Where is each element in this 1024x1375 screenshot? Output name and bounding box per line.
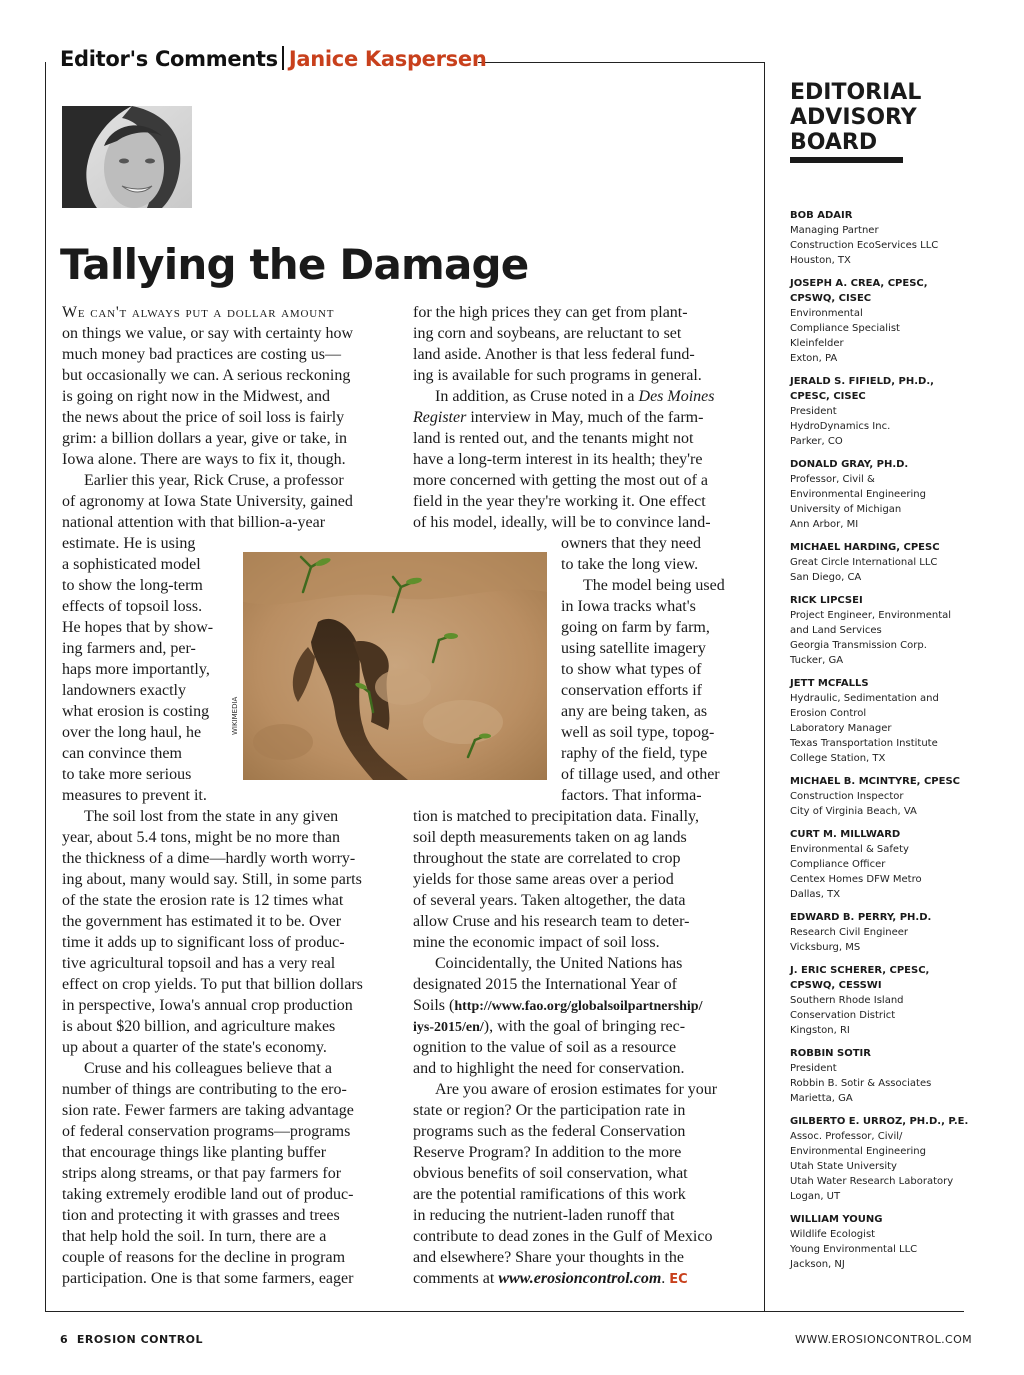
text-line: more concerned with getting the most out of a	[413, 472, 709, 489]
text-fragment: comments at	[413, 1270, 495, 1287]
text-line: in perspective, Iowa's annual crop production	[62, 997, 353, 1014]
member-detail: Robbin B. Sotir & Associates	[790, 1078, 932, 1089]
board-member	[790, 1114, 969, 1204]
text-line	[413, 386, 748, 407]
text-line	[413, 1016, 753, 1037]
text-line: soil depth measurements taken on ag lands	[413, 829, 687, 846]
text-line: measures to prevent it.	[62, 787, 207, 804]
board-member	[790, 593, 960, 668]
member-detail: Logan, UT	[790, 1191, 841, 1202]
member-detail: Research Civil Engineer	[790, 927, 908, 938]
member-detail: Professor, Civil &	[790, 474, 875, 485]
board-member	[790, 676, 960, 766]
text-line: raphy of the field, type	[561, 745, 708, 762]
member-detail: and Land Services	[790, 625, 882, 636]
text-line: comments at www.erosioncontrol.com. EC	[413, 1270, 688, 1287]
text-line: of agronomy at Iowa State University, gained	[62, 493, 353, 510]
footer-folio	[60, 1333, 203, 1346]
text-line: Earlier this year, Rick Cruse, a professor	[84, 472, 344, 489]
board-title-line: BOARD	[790, 130, 878, 155]
text-line: and to highlight the need for conservation.	[413, 1060, 685, 1077]
footer-rule	[45, 1311, 964, 1312]
member-name: WILLIAM YOUNG	[790, 1214, 883, 1225]
member-name-credentials: CPESC, CISEC	[790, 391, 866, 402]
member-detail: Environmental Engineering	[790, 489, 926, 500]
text-line: the government has estimated it to be. Over	[62, 913, 342, 930]
editorial-board-title	[790, 80, 921, 155]
member-detail: President	[790, 1063, 837, 1074]
text-line: tion is matched to precipitation data. Finally,	[413, 808, 700, 825]
text-line: The soil lost from the state in any given	[84, 808, 339, 825]
text-line: of the state the erosion rate is 12 times what	[62, 892, 344, 909]
board-title-rule	[790, 157, 903, 163]
text-line: The model being used	[583, 577, 725, 594]
text-line: grim: a billion dollars a year, give or take, in	[62, 430, 348, 447]
member-detail: Utah Water Research Laboratory	[790, 1176, 954, 1187]
text-fragment: ), with the goal of bringing rec-	[483, 1018, 686, 1035]
text-line: using satellite imagery	[561, 640, 706, 657]
text-line: ing is available for such programs in general.	[413, 367, 702, 384]
text-line	[413, 995, 753, 1016]
member-name: JETT MCFALLS	[790, 678, 869, 689]
section-label: Editor's Comments	[60, 47, 278, 71]
text-line: to show the long-term	[62, 577, 203, 594]
board-member	[790, 276, 960, 366]
member-detail: University of Michigan	[790, 504, 902, 515]
text-line: ing corn and soybeans, are reluctant to set	[413, 325, 682, 342]
member-detail: City of Virginia Beach, VA	[790, 806, 917, 817]
member-name: BOB ADAIR	[790, 210, 853, 221]
member-detail: Construction Inspector	[790, 791, 904, 802]
board-member	[790, 457, 960, 532]
text-line: to take the long view.	[561, 556, 699, 573]
member-detail: Vicksburg, MS	[790, 942, 861, 953]
text-line: year, about 5.4 tons, might be no more than	[62, 829, 340, 846]
text-line: much money bad practices are costing us—	[62, 346, 342, 363]
publication-name: Register	[413, 409, 467, 426]
text-line: well as soil type, topog-	[561, 724, 715, 741]
text-line: the thickness of a dime—hardly worth worry-	[62, 850, 356, 867]
text-line: on things we value, or say with certainty how	[62, 325, 354, 342]
text-line: designated 2015 the International Year of	[413, 976, 677, 993]
text-line: of several years. Taken altogether, the data	[413, 892, 686, 909]
text-line: allow Cruse and his research team to deter-	[413, 913, 690, 930]
member-detail: Kleinfelder	[790, 338, 844, 349]
member-detail: Environmental Engineering	[790, 1146, 926, 1157]
fao-link[interactable]: http://www.fao.org/globalsoilpartnership/	[454, 999, 703, 1014]
member-name: JOSEPH A. CREA, CPESC,	[790, 278, 928, 289]
member-detail: Marietta, GA	[790, 1093, 853, 1104]
board-title-line: EDITORIAL	[790, 80, 922, 105]
text-line: of federal conservation programs—programs	[62, 1123, 351, 1140]
member-detail: Kingston, RI	[790, 1025, 850, 1036]
text-line: Cruse and his colleagues believe that a	[84, 1060, 332, 1077]
lead-in: We can't always put a dollar amount	[62, 304, 335, 321]
text-line: tive agricultural topsoil and has a very real	[62, 955, 336, 972]
text-line: in Iowa tracks what's	[561, 598, 696, 615]
member-name-credentials: CPSWQ, CESSWI	[790, 980, 882, 991]
text-line: of tillage used, and other	[561, 766, 720, 783]
website-link[interactable]: www.erosioncontrol.com	[498, 1270, 662, 1287]
text-line: participation. One is that some farmers, eager	[62, 1270, 354, 1287]
author-name: Janice Kaspersen	[288, 47, 487, 71]
article-column-2-bottom	[413, 806, 753, 1289]
board-title-line: ADVISORY	[790, 105, 917, 130]
text-line: obvious benefits of soil conservation, what	[413, 1165, 688, 1182]
text-line: strips along streams, or that pay farmers for	[62, 1165, 342, 1182]
text-line: state or region? Or the participation rate in	[413, 1102, 686, 1119]
text-line: effects of topsoil loss.	[62, 598, 203, 615]
photo-credit: WIKIMEDIA	[231, 696, 239, 735]
text-line: sion rate. Fewer farmers are taking advantage	[62, 1102, 354, 1119]
text-line: couple of reasons for the decline in program	[62, 1249, 346, 1266]
text-line: and elsewhere? Share your thoughts in the	[413, 1249, 685, 1266]
text-line: have a long-term interest in its health; they're	[413, 451, 703, 468]
board-member	[790, 1212, 960, 1272]
advisory-board-list	[790, 208, 969, 1280]
text-line: is going on right now in the Midwest, and	[62, 388, 330, 405]
member-name-credentials: CPSWQ, CISEC	[790, 293, 872, 304]
page-number: 6	[60, 1333, 69, 1346]
text-line: landowners exactly	[62, 682, 186, 699]
text-line: land aside. Another is that less federal fund-	[413, 346, 695, 363]
end-mark: EC	[669, 1272, 688, 1287]
text-line: a sophisticated model	[62, 556, 201, 573]
board-member	[790, 1046, 960, 1106]
text-line: up about a quarter of the state's economy.	[62, 1039, 327, 1056]
article-column-2-top	[413, 302, 748, 533]
text-line: land is rented out, and the tenants might not	[413, 430, 694, 447]
member-detail: Young Environmental LLC	[790, 1244, 918, 1255]
text-line: programs such as the federal Conservation	[413, 1123, 686, 1140]
text-line: field in the year they're working it. One effect	[413, 493, 706, 510]
sidebar-divider	[764, 62, 765, 1312]
text-line: to take more serious	[62, 766, 192, 783]
text-line: Are you aware of erosion estimates for your	[435, 1081, 718, 1098]
text-line: ing farmers and, per-	[62, 640, 196, 657]
text-line: contribute to dead zones in the Gulf of Mexico	[413, 1228, 713, 1245]
member-name: MICHAEL HARDING, CPESC	[790, 542, 940, 553]
member-detail: Environmental & Safety	[790, 844, 909, 855]
member-detail: Utah State University	[790, 1161, 897, 1172]
text-line: going on farm by farm,	[561, 619, 710, 636]
text-line: are the potential ramifications of this work	[413, 1186, 686, 1203]
member-name: DONALD GRAY, PH.D.	[790, 459, 909, 470]
text-fragment: In addition, as Cruse noted in a	[435, 388, 635, 405]
text-line: that help hold the soil. In turn, there are a	[62, 1228, 327, 1245]
text-line: effect on crop yields. To put that billion dollars	[62, 976, 363, 993]
magazine-name: EROSION CONTROL	[76, 1333, 204, 1346]
member-detail: Laboratory Manager	[790, 723, 892, 734]
member-detail: Tucker, GA	[790, 655, 844, 666]
member-detail: Erosion Control	[790, 708, 867, 719]
member-detail: Houston, TX	[790, 255, 851, 266]
member-detail: Georgia Transmission Corp.	[790, 640, 927, 651]
member-detail: Centex Homes DFW Metro	[790, 874, 922, 885]
member-detail: Southern Rhode Island	[790, 995, 904, 1006]
author-portrait	[62, 106, 192, 208]
board-member	[790, 910, 960, 955]
text-line: estimate. He is using	[62, 535, 196, 552]
text-line	[413, 407, 748, 428]
text-line: any are being taken, as	[561, 703, 708, 720]
board-member	[790, 774, 960, 819]
text-line: throughout the state are correlated to crop	[413, 850, 681, 867]
text-line: conservation efforts if	[561, 682, 702, 699]
member-detail: Exton, PA	[790, 353, 838, 364]
text-line: number of things are contributing to the ero-	[62, 1081, 347, 1098]
text-line: to show what types of	[561, 661, 702, 678]
member-detail: San Diego, CA	[790, 572, 862, 583]
text-line: haps more importantly,	[62, 661, 210, 678]
page-frame-top	[478, 62, 764, 63]
text-line: owners that they need	[561, 535, 701, 552]
member-detail: Compliance Officer	[790, 859, 886, 870]
member-detail: Compliance Specialist	[790, 323, 900, 334]
board-member	[790, 374, 960, 449]
text-fragment: Soils (	[413, 997, 455, 1014]
member-detail: Assoc. Professor, Civil/	[790, 1131, 903, 1142]
text-line: what erosion is costing	[62, 703, 210, 720]
member-detail: Construction EcoServices LLC	[790, 240, 939, 251]
text-line: that encourage things like planting buffer	[62, 1144, 327, 1161]
member-name: J. ERIC SCHERER, CPESC,	[790, 965, 930, 976]
text-line: the news about the price of soil loss is fairly	[62, 409, 345, 426]
text-line: ognition to the value of soil as a resource	[413, 1039, 677, 1056]
member-name: GILBERTO E. URROZ, PH.D., P.E.	[790, 1116, 969, 1127]
page-frame-left	[45, 62, 46, 1312]
board-member	[790, 540, 960, 585]
board-member	[790, 963, 960, 1038]
text-fragment: interview in May, much of the farm-	[470, 409, 704, 426]
text-line: in reducing the nutrient-laden runoff that	[413, 1207, 675, 1224]
member-name: MICHAEL B. MCINTYRE, CPESC	[790, 776, 960, 787]
text-line: mine the economic impact of soil loss.	[413, 934, 660, 951]
text-line: national attention with that billion-a-year	[62, 514, 326, 531]
member-name: JERALD S. FIFIELD, PH.D.,	[790, 376, 934, 387]
article-column-1	[62, 302, 397, 1289]
publication-name: Des Moines	[638, 388, 715, 405]
text-line: is about $20 billion, and agriculture makes	[62, 1018, 336, 1035]
member-name: RICK LIPCSEI	[790, 595, 863, 606]
section-header	[60, 46, 486, 71]
article-column-2-narrow	[561, 533, 751, 806]
text-line: but occasionally we can. A serious reckoning	[62, 367, 351, 384]
member-detail: College Station, TX	[790, 753, 886, 764]
member-detail: Dallas, TX	[790, 889, 841, 900]
member-detail: Jackson, NJ	[790, 1259, 845, 1270]
member-name: CURT M. MILLWARD	[790, 829, 901, 840]
text-line: yields for those same areas over a period	[413, 871, 674, 888]
text-line: He hopes that by show-	[62, 619, 214, 636]
text-line: Iowa alone. There are ways to fix it, though.	[62, 451, 346, 468]
member-detail: Great Circle International LLC	[790, 557, 938, 568]
member-detail: Environmental	[790, 308, 863, 319]
member-detail: Texas Transportation Institute	[790, 738, 938, 749]
member-name: ROBBIN SOTIR	[790, 1048, 871, 1059]
footer-website[interactable]: WWW.EROSIONCONTROL.COM	[795, 1333, 973, 1346]
board-member	[790, 208, 960, 268]
board-member	[790, 827, 960, 902]
text-line: Coincidentally, the United Nations has	[435, 955, 683, 972]
text-line: over the long haul, he	[62, 724, 202, 741]
text-line: factors. That informa-	[561, 787, 702, 804]
text-line: time it adds up to significant loss of produc-	[62, 934, 345, 951]
fao-link-continued[interactable]: iys-2015/en/	[413, 1020, 484, 1035]
member-detail: Project Engineer, Environmental	[790, 610, 952, 621]
header-separator	[282, 46, 284, 70]
text-line: for the high prices they can get from plant-	[413, 304, 688, 321]
article-headline: Tallying the Damage	[60, 240, 529, 289]
text-line: of his model, ideally, will be to convince land-	[413, 514, 711, 531]
member-detail: Ann Arbor, MI	[790, 519, 859, 530]
member-detail: Parker, CO	[790, 436, 843, 447]
member-detail: Managing Partner	[790, 225, 879, 236]
text-line: tion and protecting it with grasses and trees	[62, 1207, 340, 1224]
member-detail: Wildlife Ecologist	[790, 1229, 876, 1240]
text-line: can convince them	[62, 745, 182, 762]
erosion-photo	[243, 552, 547, 780]
member-detail: Conservation District	[790, 1010, 896, 1021]
member-name: EDWARD B. PERRY, PH.D.	[790, 912, 932, 923]
member-detail: Hydraulic, Sedimentation and	[790, 693, 939, 704]
member-detail: President	[790, 406, 837, 417]
text-line: Reserve Program? In addition to the more	[413, 1144, 682, 1161]
text-line: ing about, many would say. Still, in some parts	[62, 871, 362, 888]
text-line: taking extremely erodible land out of produc-	[62, 1186, 354, 1203]
member-detail: HydroDynamics Inc.	[790, 421, 891, 432]
